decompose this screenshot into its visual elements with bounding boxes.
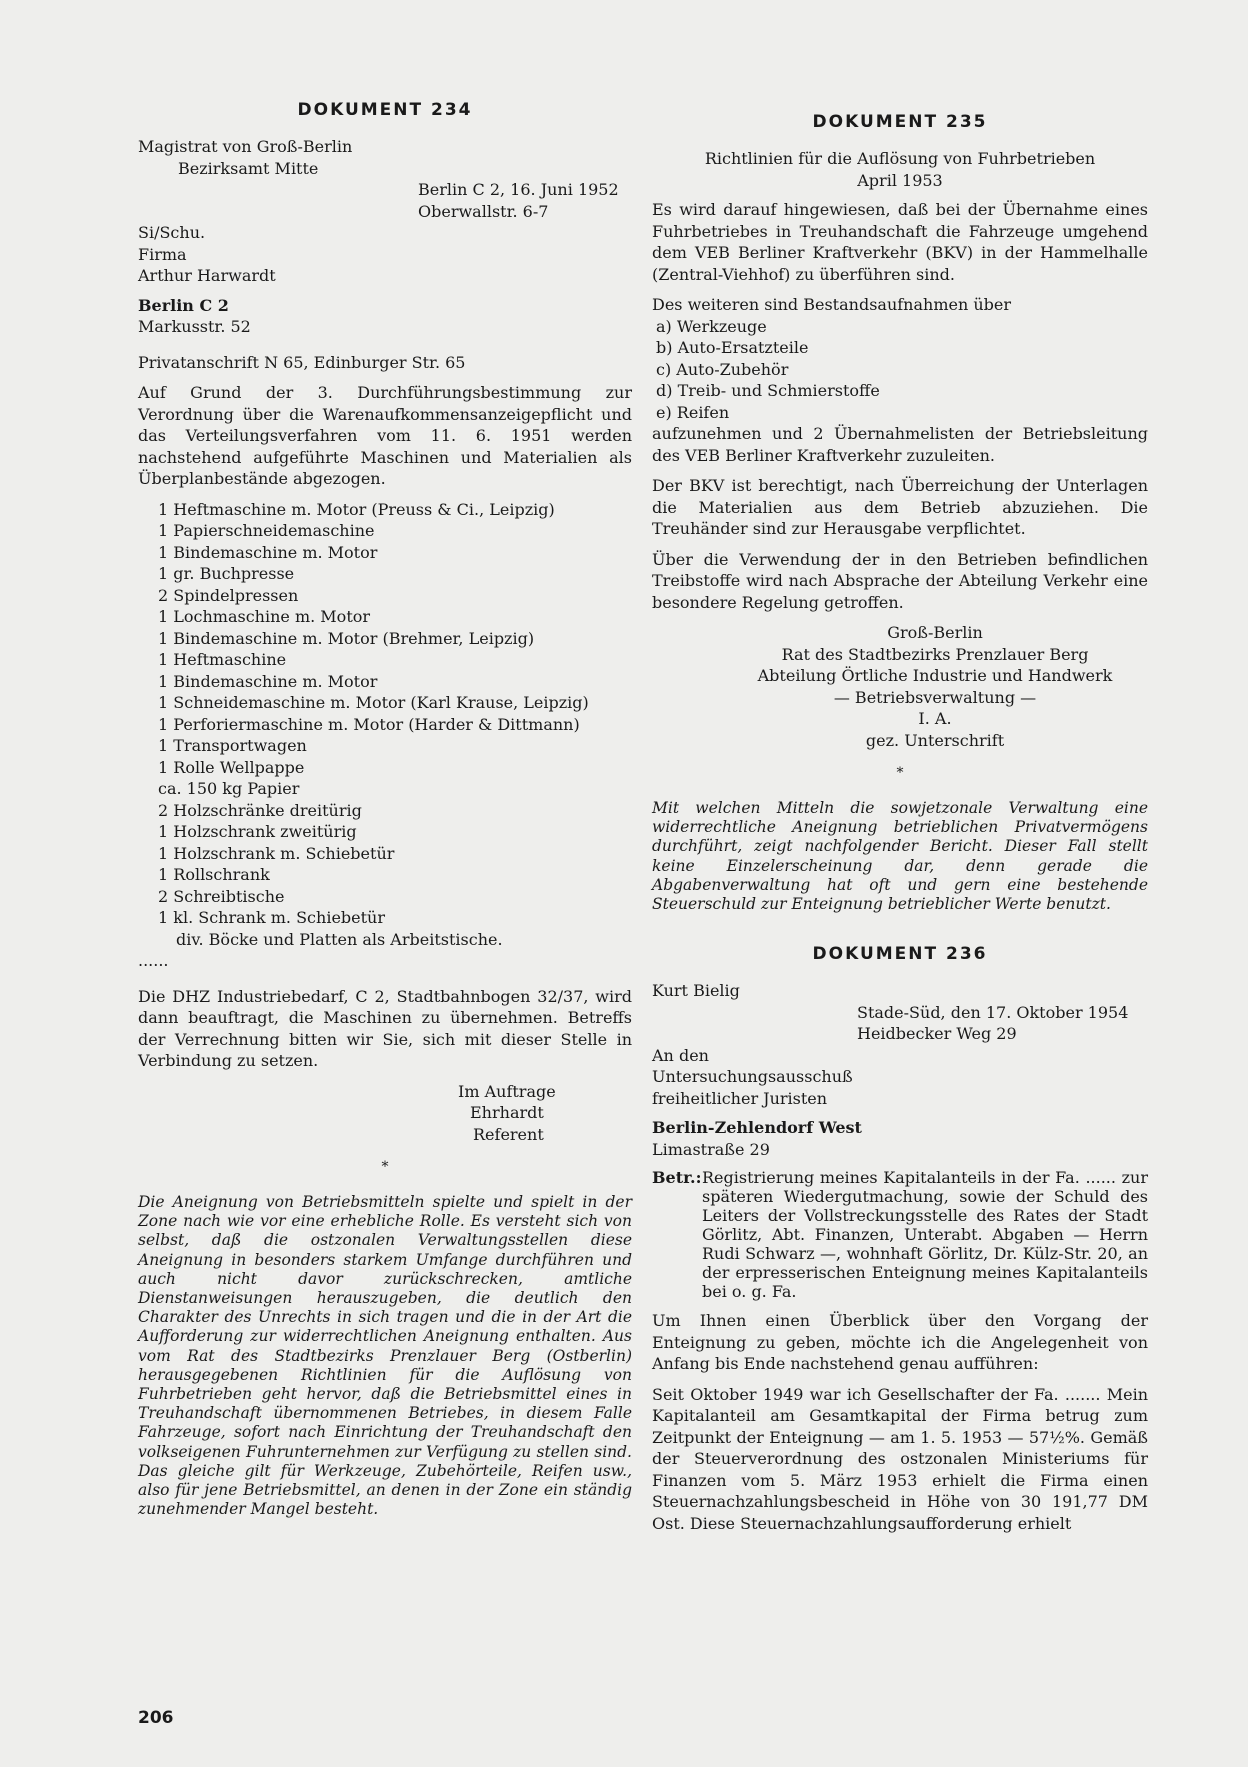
- list-item: a) Werkzeuge: [656, 316, 767, 336]
- recipient-line: Firma: [138, 244, 187, 264]
- list-item: 1 Lochmaschine m. Motor: [158, 607, 371, 626]
- list-item-extra: div. Böcke und Platten als Arbeitstische.: [176, 929, 503, 949]
- list-item: 1 Perforiermaschine m. Motor (Harder & Dittmann): [158, 714, 580, 734]
- paragraph: Um Ihnen einen Überblick über den Vorgang der Enteignung zu geben, möchte ich die Angelegenheit von Anfang bis Ende nachstehend genau aufführen:: [652, 1311, 1148, 1374]
- commentary-paragraph: Die Aneignung von Betriebsmitteln spielte und spielt in der Zone nach wie vor eine erhebliche Rolle. Es versteht sich von selbst, daß die ostzonalen Verwaltungsstellen diese Aneignung in besonders starkem Umfange durchführen und auch nicht davor zurückschrecken, amtliche Dienstanweisungen herauszugeben, die deutlich den Charakter des Unrechts in sich tragen und die in der Art die Aufforderung zur widerrechtlichen Aneignung enthalten. Aus vom Rat des Stadtbezirks Prenzlauer Berg (Ostberlin) herausgegebenen Richtlinien für die Auflösung von Fuhrbetrieben geht hervor, daß die Betriebsmittel eines in Treuhandschaft übernommenen Betriebes, in diesem Falle Fahrzeuge, sofort nach Einrichtung der Treuhandschaft den volkseigenen Fuhrunternehmen zur Verfügung zu stellen sind. Das gleiche gilt für Werkzeuge, Zubehörteile, Reifen usw., also für jene Betriebsmittel, an denen in der Zone ein ständig zunehmender Mangel besteht.: [138, 1193, 632, 1519]
- signature-block: [722, 622, 1148, 751]
- list-item: 1 gr. Buchpresse: [158, 564, 295, 583]
- sender-block: [138, 136, 632, 179]
- list-item: 2 Holzschränke dreitürig: [158, 800, 362, 820]
- paragraph: Der BKV ist berechtigt, nach Überreichung der Unterlagen die Materialien aus dem Betrieb abzuziehen. Die Treuhänder sind zur Herausgabe verpflichtet.: [652, 476, 1148, 538]
- subject-label: Betr.:: [652, 1168, 702, 1188]
- title-line: Richtlinien für die Auflösung von Fuhrbetrieben: [704, 149, 1096, 168]
- sender-name: Kurt Bielig: [652, 981, 740, 1001]
- list-item: d) Treib- und Schmierstoffe: [656, 381, 880, 400]
- recipient-line: Si/Schu.: [138, 223, 206, 242]
- signature-block: [458, 1081, 632, 1146]
- title-line: April 1953: [857, 170, 943, 190]
- inventory-list: [652, 316, 1148, 424]
- paragraph: Seit Oktober 1949 war ich Gesellschafter der Fa. ....... Mein Kapitalanteil am Gesamtkapital der Firma betrug zum Zeitpunkt der Enteignung — am 1. 5. 1953 — 57½%. Gemäß der Steuerverordnung des ostzonalen Ministeriums für Finanzen vom 5. März 1953 erhielt die Firma einen Steuernachzahlungsbescheid in Höhe von 30 191,77 DM Ost. Diese Steuernachzahlungsaufforderung erhielt: [652, 1384, 1148, 1533]
- signature-line: Ehrhardt: [470, 1103, 544, 1122]
- document-235-heading: DOKUMENT 235: [812, 112, 988, 132]
- signature-line: Abteilung Örtliche Industrie und Handwerk: [757, 666, 1113, 685]
- guideline-title: [652, 148, 1148, 191]
- place-date-line: Stade-Süd, den 17. Oktober 1954: [857, 1002, 1129, 1022]
- place-date-line: Oberwallstr. 6-7: [418, 201, 549, 221]
- list-item: 1 Bindemaschine m. Motor: [158, 671, 378, 691]
- list-item: 1 Rollschrank: [158, 865, 270, 884]
- signature-line: Groß-Berlin: [887, 623, 983, 642]
- signature-line: Referent: [473, 1124, 544, 1144]
- recipient-line: freiheitlicher Juristen: [652, 1088, 828, 1108]
- signature-line: gez. Unterschrift: [865, 730, 1005, 750]
- list-item: 1 Heftmaschine: [158, 650, 287, 669]
- recipient-block: [138, 222, 632, 287]
- private-address: Privatanschrift N 65, Edinburger Str. 65: [138, 352, 466, 372]
- list-item: ca. 150 kg Papier: [158, 779, 300, 798]
- page-number: 206: [138, 1708, 174, 1728]
- sender-line: Bezirksamt Mitte: [178, 158, 319, 178]
- recipient-street: Markusstr. 52: [138, 317, 251, 336]
- list-item: 1 Transportwagen: [158, 736, 307, 755]
- separator-star: *: [381, 1159, 389, 1175]
- paragraph: aufzunehmen und 2 Übernahmelisten der Betriebsleitung des VEB Berliner Kraftverkehr zuzuleiten.: [652, 424, 1148, 465]
- subject-text: Registrierung meines Kapitalanteils in der Fa. ...... zur späteren Wiedergutmachung, sowie der Schuld des Leiters der Vollstreckungsstelle des Rates der Stadt Görlitz, Abt. Finanzen, Unterabt. Abgaben — Herrn Rudi Schwarz —, wohnhaft Görlitz, Dr. Külz-Str. 20, an der erpresserischen Enteignung meines Kapitalanteils bei o. g. Fa.: [702, 1168, 1148, 1302]
- signature-line: Rat des Stadtbezirks Prenzlauer Berg: [781, 644, 1089, 664]
- commentary-paragraph: Mit welchen Mitteln die sowjetzonale Verwaltung eine widerrechtliche Aneignung betrieblichen Privatvermögens durchführt, zeigt nachfolgender Bericht. Dieser Fall stellt keine Einzelerscheinung dar, denn gerade die Abgabenverwaltung hat oft und gern eine bestehende Steuerschuld zur Enteignung betrieblicher Werte benutzt.: [652, 799, 1148, 914]
- list-item: 1 Papierschneidemaschine: [158, 521, 375, 540]
- list-item: 1 Bindemaschine m. Motor (Brehmer, Leipzig): [158, 628, 535, 648]
- separator-star: *: [896, 765, 904, 781]
- left-column: [138, 100, 632, 1519]
- list-item: 1 Holzschrank zweitürig: [158, 822, 357, 841]
- place-date-block: [418, 179, 632, 222]
- recipient-line: Arthur Harwardt: [138, 266, 276, 285]
- intro-paragraph: Auf Grund der 3. Durchführungsbestimmung zur Verordnung über die Warenaufkommensanzeigepflicht und das Verteilungsverfahren vom 11. 6. 1951 werden nachstehend aufgeführte Maschinen und Materialien als Überplanbestände abgezogen.: [138, 383, 632, 488]
- paragraph: Über die Verwendung der in den Betrieben befindlichen Treibstoffe wird nach Absprache der Abteilung Verkehr eine besondere Regelung getroffen.: [652, 549, 1148, 612]
- list-item: c) Auto-Zubehör: [656, 359, 789, 379]
- recipient-block: [652, 1045, 1148, 1110]
- paragraph: Es wird darauf hingewiesen, daß bei der Übernahme eines Fuhrbetriebes in Treuhandschaft die Fahrzeuge umgehend dem VEB Berliner Kraftverkehr (BKV) in der Hammelhalle (Zentral-Viehhof) zu überführen sind.: [652, 200, 1148, 284]
- list-item: 1 Bindemaschine m. Motor: [158, 542, 378, 562]
- right-column: [652, 100, 1148, 1543]
- items-list: [138, 499, 632, 951]
- paragraph: Des weiteren sind Bestandsaufnahmen über: [652, 295, 1012, 314]
- list-item: 2 Schreibtische: [158, 886, 285, 906]
- list-item: e) Reifen: [656, 402, 730, 422]
- document-236-heading: DOKUMENT 236: [812, 944, 988, 965]
- closing-paragraph: Die DHZ Industriebedarf, C 2, Stadtbahnbogen 32/37, wird dann beauftragt, die Maschinen zu übernehmen. Betreffs der Verrechnung bitten wir Sie, sich mit dieser Stelle in Verbindung zu setzen.: [138, 986, 632, 1070]
- recipient-city: Berlin C 2: [138, 295, 229, 315]
- place-date-line: Heidbecker Weg 29: [857, 1024, 1017, 1044]
- signature-line: Im Auftrage: [458, 1081, 556, 1101]
- subject-line: [652, 1168, 1148, 1301]
- signature-line: — Betriebsverwaltung —: [833, 687, 1037, 707]
- recipient-line: Untersuchungsausschuß: [652, 1067, 853, 1087]
- list-item: 1 Holzschrank m. Schiebetür: [158, 843, 395, 863]
- ellipsis: ......: [138, 951, 169, 970]
- place-date-block: [857, 1002, 1148, 1045]
- recipient-street: Limastraße 29: [652, 1139, 770, 1159]
- list-item: 1 Heftmaschine m. Motor (Preuss & Ci., Leipzig): [158, 499, 555, 519]
- list-item: 1 Schneidemaschine m. Motor (Karl Krause, Leipzig): [158, 693, 589, 712]
- recipient-city: Berlin-Zehlendorf West: [652, 1118, 862, 1138]
- signature-line: I. A.: [918, 709, 952, 728]
- place-date-line: Berlin C 2, 16. Juni 1952: [418, 180, 619, 199]
- document-234-heading: DOKUMENT 234: [297, 100, 473, 120]
- recipient-line: An den: [652, 1045, 709, 1065]
- list-item: b) Auto-Ersatzteile: [656, 338, 809, 357]
- list-item: 1 kl. Schrank m. Schiebetür: [158, 908, 385, 927]
- list-item: 2 Spindelpressen: [158, 585, 299, 605]
- sender-line: Magistrat von Groß-Berlin: [138, 137, 353, 156]
- list-item: 1 Rolle Wellpappe: [158, 757, 305, 777]
